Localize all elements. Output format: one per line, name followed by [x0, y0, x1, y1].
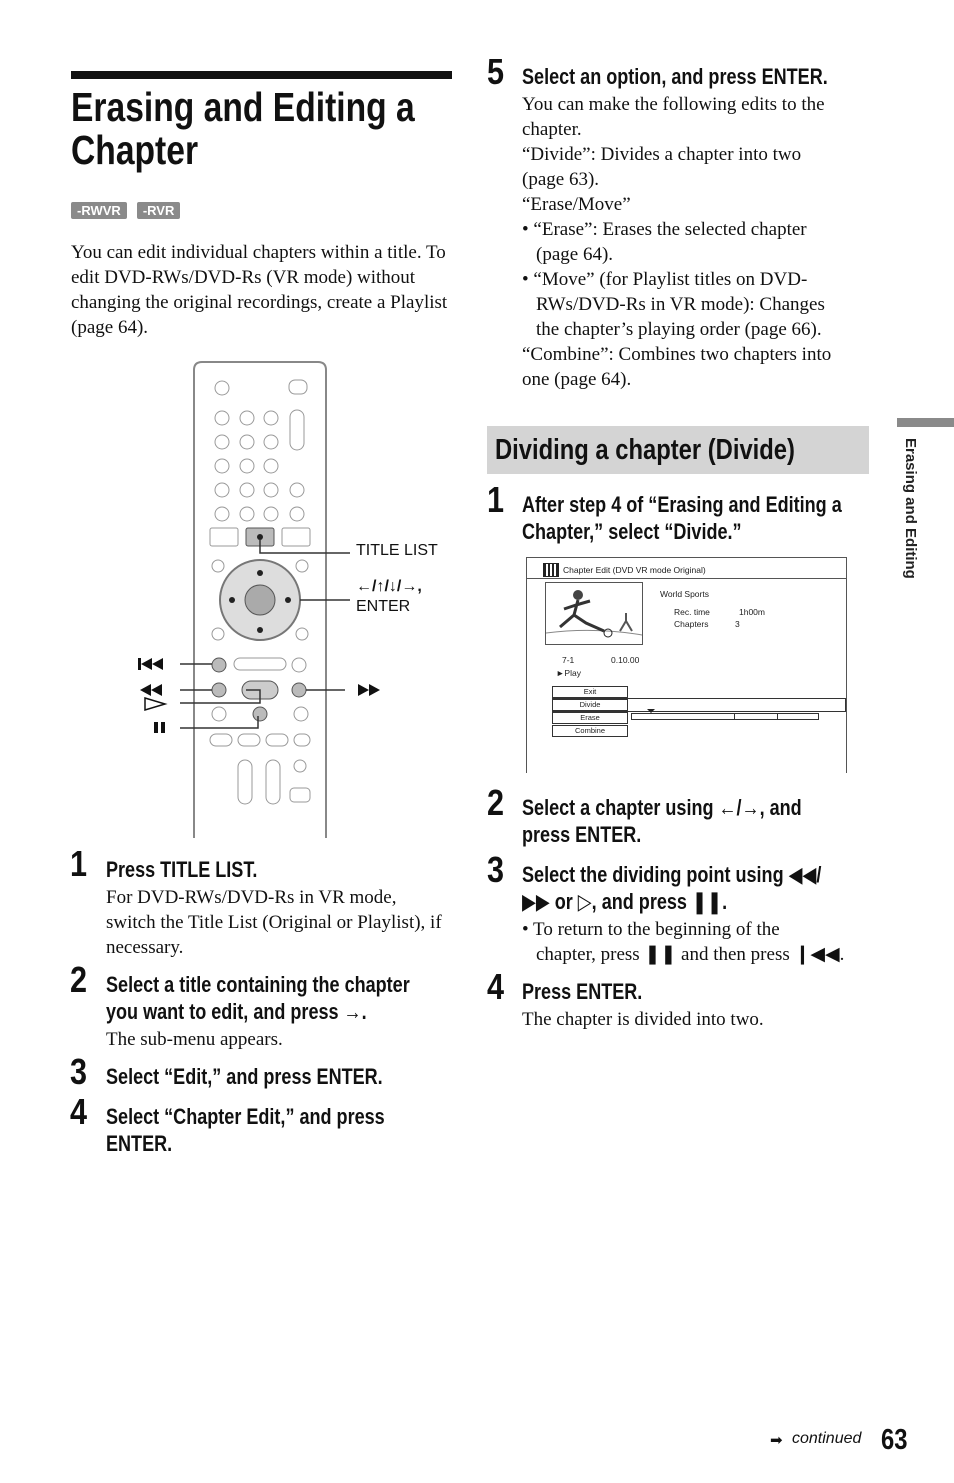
step-1-body: For DVD-RWs/DVD-Rs in VR mode, switch the Title List (Original or Playlist), if necessary.: [106, 887, 442, 958]
step-5-body: [522, 92, 872, 392]
divide-step-3-bullet-line2: chapter, press ❚❚ and then press ❙◀◀.: [536, 944, 845, 965]
divide-step-4-heading: Press ENTER.: [522, 979, 643, 1004]
continued-arrow-icon: ➡: [770, 1431, 783, 1449]
step-2-body: The sub-menu appears.: [106, 1029, 283, 1050]
step-1-number: 1: [70, 843, 88, 884]
menu-exit[interactable]: Exit: [552, 686, 628, 698]
chapter-timeline: [631, 713, 819, 720]
step-5-line: (page 63).: [522, 169, 600, 190]
label-title-list: TITLE LIST: [356, 542, 438, 559]
step-4-heading-line1: Select “Chapter Edit,” and press: [106, 1104, 385, 1129]
divide-step-3-bullet-line1: • To return to the beginning of the: [522, 919, 780, 940]
page-title-line1: Erasing and Editing a: [71, 84, 415, 130]
divide-step-3-number: 3: [487, 849, 505, 890]
thumbnail: [545, 582, 643, 645]
screen-mockup: [526, 557, 847, 773]
remote-illustration: [130, 358, 460, 838]
disc-badges: [71, 202, 180, 219]
badge-rwvr: -RWVR: [71, 202, 127, 219]
divide-step-2-line1: Select a chapter using ←/→, and: [522, 795, 802, 820]
step-4-heading: [106, 1103, 385, 1157]
divide-step-4-body: The chapter is divided into two.: [522, 1009, 764, 1030]
page-title-line2: Chapter: [71, 127, 199, 173]
intro-paragraph: You can edit individual chapters within a title. To edit DVD-RWs/DVD-Rs (VR mode) without changing the original recordings, create a Playlist (page 64).: [71, 242, 448, 338]
step-5-line: one (page 64).: [522, 369, 632, 390]
divide-step-1-heading: [522, 491, 842, 545]
divide-step-4-number: 4: [487, 966, 505, 1007]
step-2-heading-line2: you want to edit, and press →.: [106, 999, 367, 1024]
menu-combine[interactable]: Combine: [552, 725, 628, 737]
step-5-line: chapter.: [522, 119, 582, 140]
chapters-label: Chapters: [674, 619, 709, 629]
selection-bar: [552, 698, 846, 712]
divide-step-2-line2: press ENTER.: [522, 822, 642, 847]
page-number: 63: [881, 1424, 908, 1456]
step-5-bullet-cont: (page 64).: [536, 244, 614, 265]
step-4-number: 4: [70, 1091, 88, 1132]
step-3-heading: Select “Edit,” and press ENTER.: [106, 1064, 383, 1089]
divide-step-1-line2: Chapter,” select “Divide.”: [522, 519, 742, 544]
chapters-value: 3: [735, 619, 740, 629]
step-5-bullet: • “Erase”: Erases the selected chapter: [522, 219, 807, 240]
step-5-bullet-cont: RWs/DVD-Rs in VR mode): Changes: [536, 294, 825, 315]
chapter-id: 7-1: [562, 655, 575, 665]
continued-label: continued: [792, 1430, 862, 1447]
step-5-line: You can make the following edits to the: [522, 94, 825, 115]
program-name: World Sports: [660, 589, 709, 599]
play-state: ►Play: [556, 668, 581, 678]
divide-step-1-number: 1: [487, 479, 505, 520]
film-icon: [543, 563, 559, 577]
label-enter: ENTER: [356, 598, 411, 615]
step-5-heading: Select an option, and press ENTER.: [522, 64, 828, 89]
header-rule: [527, 578, 846, 579]
step-4-heading-line2: ENTER.: [106, 1131, 173, 1156]
step-2-number: 2: [70, 959, 88, 1000]
step-5-line: “Combine”: Combines two chapters into: [522, 344, 832, 365]
step-5-bullet: • “Move” (for Playlist titles on DVD-: [522, 269, 808, 290]
divide-step-2-number: 2: [487, 782, 505, 823]
side-tab-label: Erasing and Editing: [902, 438, 919, 579]
rec-time-label: Rec. time: [674, 607, 710, 617]
timeline-cursor: [647, 709, 655, 713]
badge-rvr: -RVR: [137, 202, 181, 219]
label-arrows: ←/↑/↓/→,: [356, 578, 422, 595]
step-1-heading: Press TITLE LIST.: [106, 857, 258, 882]
divide-step-3-bullet: [522, 917, 872, 967]
screen-header: Chapter Edit (DVD VR mode Original): [563, 565, 706, 575]
step-5-line: “Divide”: Divides a chapter into two: [522, 144, 802, 165]
page-title: [71, 86, 415, 172]
divide-step-1-line1: After step 4 of “Erasing and Editing a: [522, 492, 842, 517]
title-rule: [71, 71, 452, 79]
step-5-number: 5: [487, 51, 505, 92]
divide-step-3-line2: ▶▶ or ▷, and press ❚❚.: [522, 889, 728, 914]
step-2-heading: [106, 971, 410, 1025]
menu-erase[interactable]: Erase: [552, 712, 628, 724]
section-title: Dividing a chapter (Divide): [495, 434, 795, 466]
soccer-player-image: [546, 583, 642, 644]
time-code: 0.10.00: [611, 655, 640, 665]
step-3-number: 3: [70, 1051, 88, 1092]
divide-step-3-heading: [522, 861, 821, 915]
rec-time-value: 1h00m: [739, 607, 765, 617]
step-2-heading-line1: Select a title containing the chapter: [106, 972, 410, 997]
side-tab-bar: [897, 418, 954, 427]
step-5-line: “Erase/Move”: [522, 194, 631, 215]
divide-step-2-heading: [522, 794, 802, 848]
step-5-bullet-cont: the chapter’s playing order (page 66).: [536, 319, 822, 340]
menu-divide[interactable]: Divide: [552, 699, 628, 711]
divide-step-3-line1: Select the dividing point using ◀◀/: [522, 862, 822, 887]
